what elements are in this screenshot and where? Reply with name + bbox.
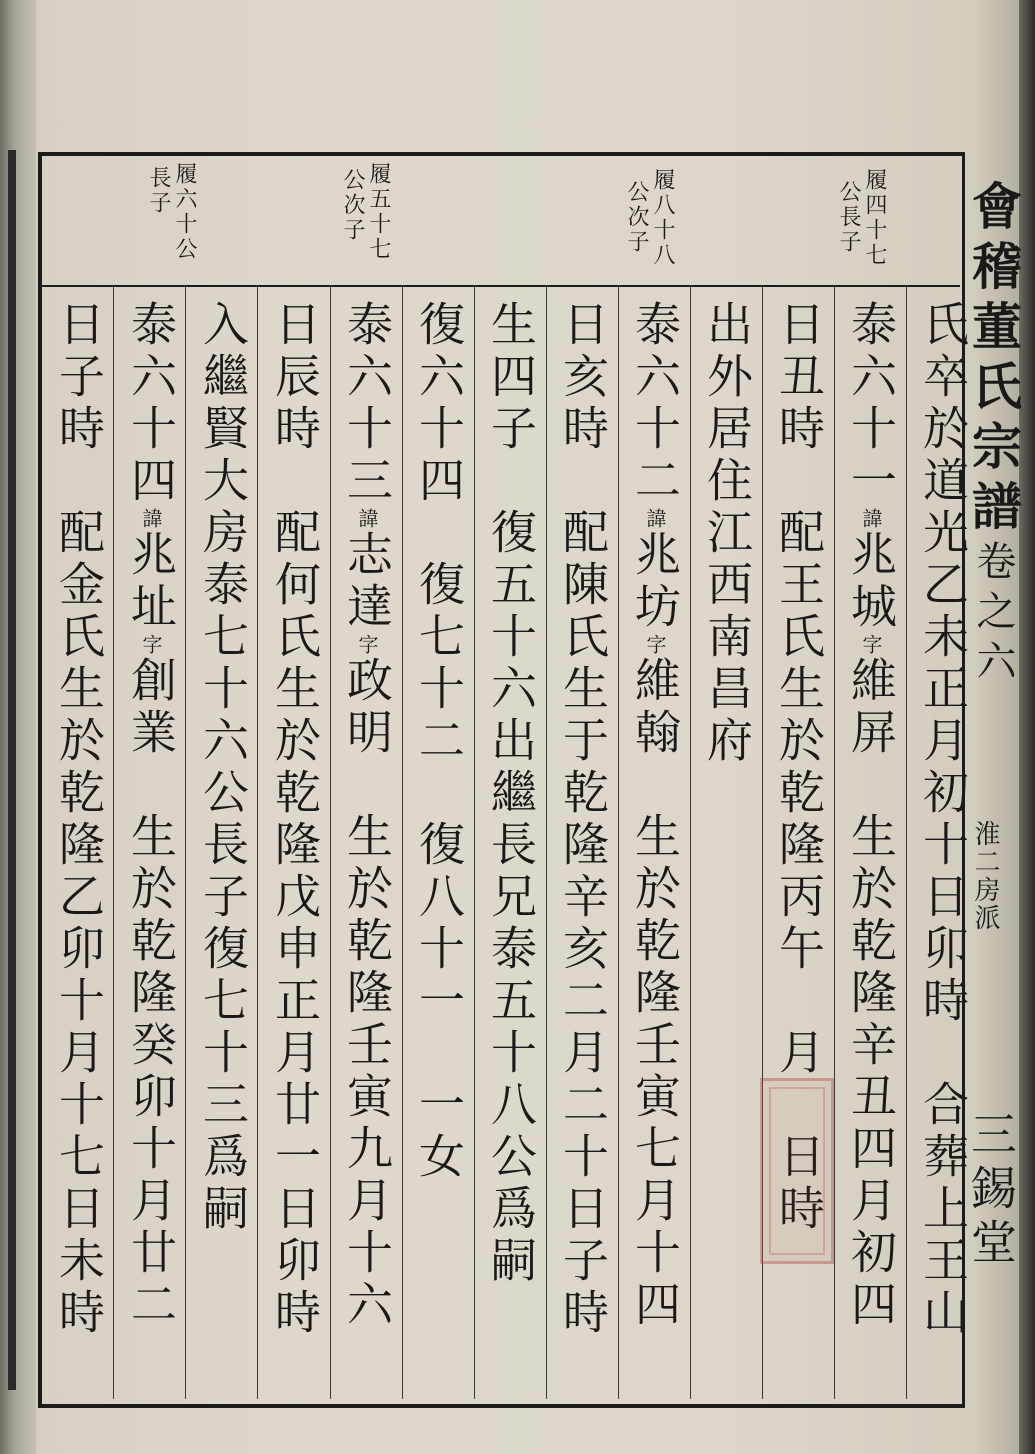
column-rule <box>330 287 331 1399</box>
text-column <box>54 300 104 1340</box>
column-rule <box>690 287 691 1399</box>
text-column <box>846 300 896 1332</box>
header-note-sub: 公長子 <box>836 180 861 255</box>
small-annotation: 諱 <box>859 508 883 530</box>
text-column <box>486 300 536 1288</box>
header-note-text: 履六十公 <box>172 162 197 262</box>
collector-seal <box>760 1078 834 1264</box>
text-column <box>414 300 464 1184</box>
text-column <box>198 300 248 1236</box>
header-rule <box>42 285 960 287</box>
column-text: 泰六十一 <box>844 300 898 508</box>
column-rule <box>474 287 475 1399</box>
header-note <box>862 168 886 268</box>
branch-label: 淮二房派 <box>970 820 1000 932</box>
column-text: 出外居住江西南昌府 <box>700 300 754 768</box>
column-text: 泰六十四 <box>124 300 178 508</box>
column-text: 入繼賢大房泰七十六公長子復七十三爲嗣 <box>196 300 250 1236</box>
book-title-text: 會稽董氏宗譜 <box>964 180 1023 540</box>
small-annotation: 字 <box>355 634 379 656</box>
column-rule <box>113 287 114 1399</box>
small-annotation: 諱 <box>139 508 163 530</box>
column-rule <box>834 287 835 1399</box>
previous-page-edge <box>0 0 36 1454</box>
column-rule <box>185 287 186 1399</box>
hall-name: 三錫堂 <box>964 1110 1018 1272</box>
column-text: 日子時 配金氏生於乾隆乙卯十月十七日未時 <box>52 300 106 1340</box>
column-text: 氏卒於道光乙未正月初十日卯時 合葬上王山 <box>916 300 970 1340</box>
header-note-sub: 公次子 <box>340 168 365 243</box>
text-column <box>342 300 392 1332</box>
column-text: 泰六十二 <box>628 300 682 508</box>
seal-border <box>769 1087 825 1255</box>
text-column <box>558 300 608 1340</box>
volume-label: 卷之六 <box>970 540 1016 690</box>
header-note-text: 履四十七 <box>862 168 887 268</box>
book-title <box>964 180 1023 690</box>
text-column <box>702 300 752 768</box>
text-column <box>630 300 680 1332</box>
text-column <box>126 300 176 1332</box>
column-text: 日辰時 配何氏生於乾隆戊申正月廿一日卯時 <box>268 300 322 1340</box>
column-text: 生四子 復五十六出繼長兄泰五十八公爲嗣 <box>484 300 538 1288</box>
header-note-sub: 公次子 <box>624 180 649 255</box>
column-text: 政明 生於乾隆壬寅九月十六 <box>340 656 394 1332</box>
column-text: 日亥時 配陳氏生于乾隆辛亥二月二十日子時 <box>556 300 610 1340</box>
column-text: 兆坊 <box>628 530 682 634</box>
column-text: 日丑時 配王氏生於乾隆丙午 月 日時 <box>772 300 826 1236</box>
column-text: 兆城 <box>844 530 898 634</box>
small-annotation: 字 <box>859 634 883 656</box>
column-text: 維翰 生於乾隆壬寅七月十四 <box>628 656 682 1332</box>
column-text: 維屏 生於乾隆辛丑四月初四 <box>844 656 898 1332</box>
column-rule <box>546 287 547 1399</box>
header-note-sub: 長子 <box>146 166 171 216</box>
column-text: 復六十四 復七十二 復八十一 一女 <box>412 300 466 1184</box>
header-note-text: 履八十八 <box>650 168 675 268</box>
column-text: 兆址 <box>124 530 178 634</box>
small-annotation: 諱 <box>355 508 379 530</box>
small-annotation: 諱 <box>643 508 667 530</box>
binding-rule <box>8 150 16 1390</box>
column-rule <box>402 287 403 1399</box>
small-annotation: 字 <box>643 634 667 656</box>
header-note-text: 履五十七 <box>366 162 391 262</box>
column-rule <box>618 287 619 1399</box>
column-text: 泰六十三 <box>340 300 394 508</box>
column-rule <box>257 287 258 1399</box>
small-annotation: 字 <box>139 634 163 656</box>
text-column <box>918 300 968 1340</box>
column-rule <box>906 287 907 1399</box>
column-text: 創業 生於乾隆癸卯十月廿二 <box>124 656 178 1332</box>
column-text: 志達 <box>340 530 394 634</box>
text-column <box>270 300 320 1340</box>
